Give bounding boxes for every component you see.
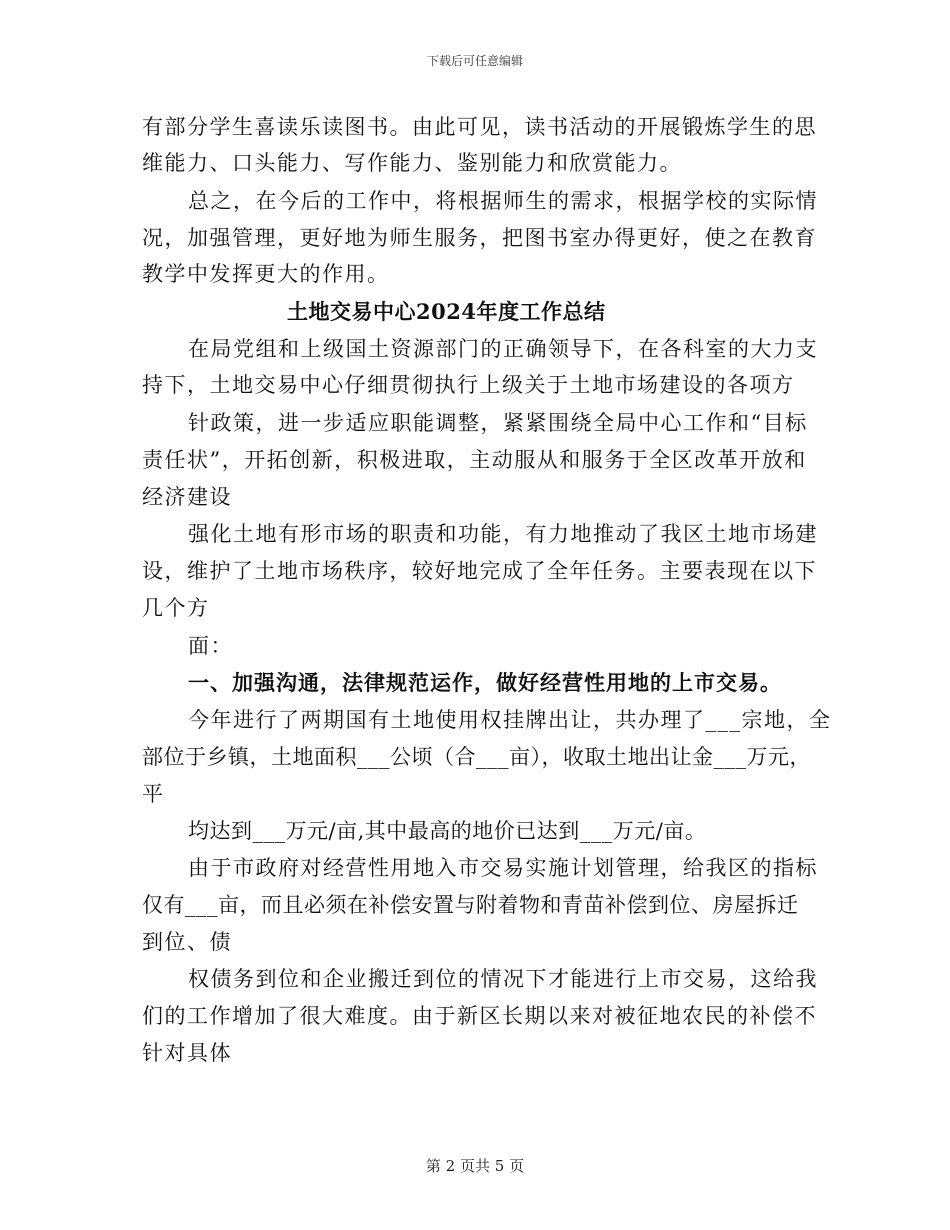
body-line: 经济建设 (142, 485, 232, 509)
body-line: 权债务到位和企业搬迁到位的情况下才能进行上市交易，这给我 (188, 967, 818, 991)
section-heading: 一、加强沟通，法律规范运作，做好经营性用地的上市交易。 (188, 670, 782, 695)
section-title: 土地交易中心2024年度工作总结 (287, 299, 606, 324)
body-line: 责任状”，开拓创新，积极进取，主动服从和服务于全区改革开放和 (142, 448, 807, 472)
page-header: 下载后可任意编辑 (426, 54, 523, 68)
body-line: 均达到___万元/亩,其中最高的地价已达到___万元/亩。 (188, 819, 707, 843)
body-line: 几个方 (142, 596, 210, 620)
body-line: 强化土地有形市场的职责和功能，有力地推动了我区土地市场建 (188, 522, 818, 546)
body-line: 平 (142, 782, 165, 806)
body-line: 面： (188, 634, 233, 658)
body-line: 到位、债 (142, 930, 232, 954)
body-line: 在局党组和上级国土资源部门的正确领导下，在各科室的大力支 (188, 337, 818, 361)
body-line: 针政策，进一步适应职能调整，紧紧围绕全局中心工作和“目标 (188, 411, 808, 435)
body-line: 有部分学生喜读乐读图书。由此可见，读书活动的开展锻炼学生的思 (142, 115, 817, 139)
body-line: 仅有___亩，而且必须在补偿安置与附着物和青苗补偿到位、房屋拆迁 (142, 893, 799, 917)
body-line: 持下，土地交易中心仔细贯彻执行上级关于土地市场建设的各项方 (142, 373, 795, 397)
body-line: 总之，在今后的工作中，将根据师生的需求，根据学校的实际情 (188, 189, 818, 213)
body-line: 部位于乡镇，土地面积___公顷（合___亩），收取土地出让金___万元， (142, 745, 811, 769)
body-line: 维能力、口头能力、写作能力、鉴别能力和欣赏能力。 (142, 151, 682, 175)
body-line: 设，维护了土地市场秩序，较好地完成了全年任务。主要表现在以下 (142, 559, 817, 583)
body-line: 针对具体 (142, 1041, 232, 1065)
body-line: 况，加强管理，更好地为师生服务，把图书室办得更好，使之在教育 (142, 226, 817, 250)
body-line: 们的工作增加了很大难度。由于新区长期以来对被征地农民的补偿不 (142, 1004, 817, 1028)
body-line: 由于市政府对经营性用地入市交易实施计划管理，给我区的指标 (188, 856, 818, 880)
page-number: 第 2 页共 5 页 (425, 1157, 525, 1175)
body-line: 教学中发挥更大的作用。 (142, 262, 390, 286)
body-line: 今年进行了两期国有土地使用权挂牌出让，共办理了___宗地，全 (188, 708, 832, 732)
